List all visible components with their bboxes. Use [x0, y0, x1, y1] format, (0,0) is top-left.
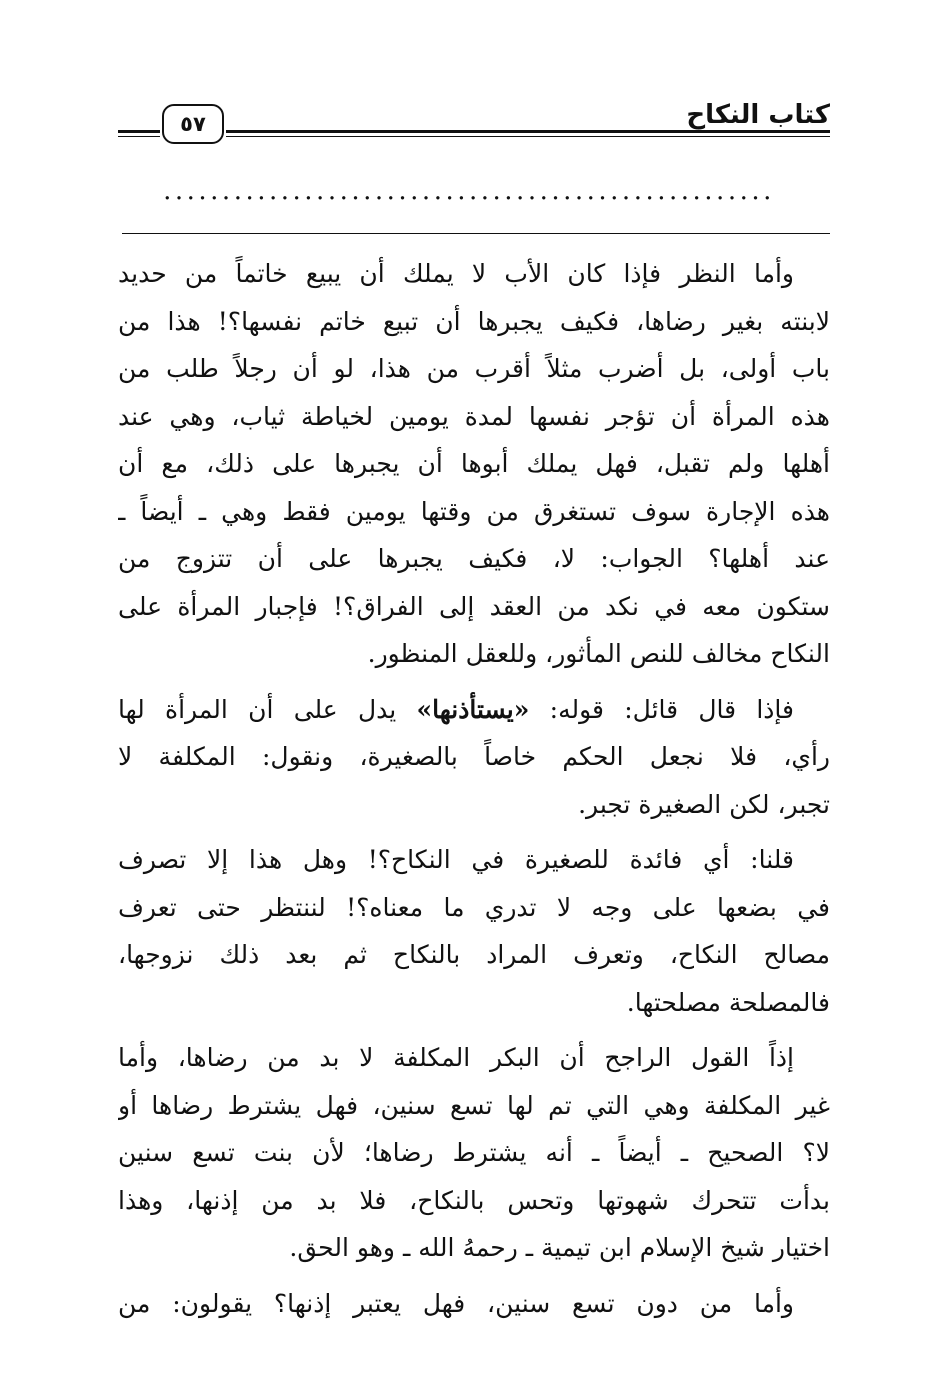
text-line: فالمصلحة مصلحتها.: [626, 987, 830, 1017]
text-line: إذاً القول الراجح أن البكر المكلفة لا بد من رضاها، وأما: [118, 1043, 794, 1072]
paragraph: [118, 1280, 830, 1328]
paragraph: [118, 1034, 830, 1272]
text-line: أهلها ولم تقبل، فهل يملك أبوها أن يجبرها على ذلك، مع أن: [118, 449, 830, 478]
paragraph: [118, 686, 830, 829]
text-line: لابنته بغير رضاها، فكيف يجبرها أن تبيع خاتم نفسها؟! هذا من: [118, 306, 830, 336]
text-line: وأما من دون تسع سنين، فهل يعتبر إذنها؟ يقولون: من: [118, 1288, 794, 1318]
text-line: باب أولى، بل أضرب مثلاً أقرب من هذا، لو أن رجلاً طلب من: [118, 354, 830, 383]
paragraph: [118, 250, 830, 678]
text-line: قلنا: أي فائدة للصغيرة في النكاح؟! وهل هذا إلا تصرف: [118, 845, 794, 874]
text-line: اختيار شيخ الإسلام ابن تيمية ـ رحمهُ الله ـ وهو الحق.: [289, 1233, 830, 1262]
paragraph: [118, 836, 830, 1026]
text-line: تجبر، لكن الصغيرة تجبر.: [578, 789, 830, 819]
header-rule-left-thin: [118, 136, 160, 137]
text-line: وأما النظر فإذا كان الأب لا يملك أن يبيع خاتماً من حديد: [118, 259, 794, 288]
header-rule-right: [226, 130, 830, 133]
header-rule-left: [118, 130, 160, 133]
text-line: هذه المرأة أن تؤجر نفسها لمدة يومين لخياطة ثياب، وهي عند: [118, 401, 830, 431]
text-line: غير المكلفة وهي التي تم لها تسع سنين، فهل يشترط رضاها أو: [118, 1090, 830, 1120]
text-fragment: فإذا قال قائل: قوله:: [529, 694, 794, 724]
page-body: [118, 250, 830, 1327]
page-header: [118, 100, 830, 156]
text-line: [118, 686, 830, 734]
text-line: عند أهلها؟ الجواب: لا، فكيف يجبرها على أن تتزوج من: [118, 544, 830, 573]
text-line: لا؟ الصحيح ـ أيضاً ـ أنه يشترط رضاها؛ لأن بنت تسع سنين: [118, 1138, 830, 1167]
text-line: مصالح النكاح، وتعرف المراد بالنكاح ثم بعد ذلك نزوجها،: [118, 940, 830, 969]
text-line: رأي، فلا نجعل الحكم خاصاً بالصغيرة، ونقول: المكلفة لا: [118, 742, 830, 771]
dotted-separator: ....................................................: [163, 176, 775, 206]
text-line: بدأت تتحرك شهوتها وتحس بالنكاح، فلا بد من إذنها، وهذا: [118, 1185, 830, 1215]
text-line: في بضعها على وجه لا تدري ما معناه؟! لننتظر حتى تعرف: [118, 892, 830, 922]
book-title: كتاب النكاح: [686, 100, 830, 130]
section-rule: [122, 233, 830, 234]
text-line: ستكون معه في نكد من العقد إلى الفراق؟! فإجبار المرأة على: [118, 591, 830, 621]
text-line: النكاح مخالف للنص المأثور، وللعقل المنظور.: [367, 639, 830, 668]
hadith-quote: «يستأذنها»: [416, 694, 530, 724]
text-fragment: يدل على أن المرأة لها: [118, 694, 417, 724]
text-line: هذه الإجارة سوف تستغرق من وقتها يومين فقط وهي ـ أيضاً ـ: [118, 496, 830, 526]
header-rule-right-thin: [226, 136, 830, 137]
page-number: ٥٧: [162, 104, 224, 144]
